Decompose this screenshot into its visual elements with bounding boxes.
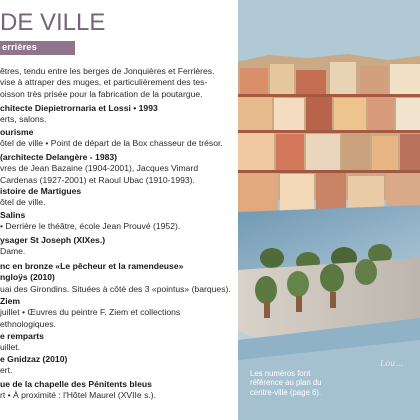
intro-line: vise à attraper des muges, et particulièrement des tes- — [0, 77, 208, 88]
entry-heading: e Gnidzaz (2010) — [0, 354, 68, 364]
photo-caption: Les numéros font référence au plan du centre-ville (page 6). — [250, 369, 322, 397]
entry-heading: Salins — [0, 210, 26, 220]
entry-item — [0, 103, 236, 126]
page-title: DE VILLE — [0, 9, 106, 36]
entry-text: uillet. — [0, 342, 21, 353]
section-tag: errières — [0, 41, 75, 55]
entry-heading: ue de la chapelle des Pénitents bleus — [0, 379, 152, 389]
intro-line: oisson très prisée pour la fabrication de la poutargue. — [0, 88, 203, 99]
entry-text: ert. — [0, 365, 13, 376]
harbor-photo-illustration — [238, 0, 420, 420]
entry-heading: ourisme — [0, 127, 34, 137]
entry-heading: Ziem — [0, 296, 21, 306]
entry-item — [0, 354, 236, 377]
entry-text: ôtel de ville. — [0, 197, 46, 208]
entry-text: Dame. — [0, 246, 26, 257]
harbor-photo — [238, 0, 420, 420]
photographer-signature: Lou... — [380, 359, 403, 368]
entry-item — [0, 331, 236, 354]
entry-text: vres de Jean Bazaine (1904-2001), Jacques Vimard — [0, 163, 199, 174]
entry-heading: istoire de Martigues — [0, 186, 82, 196]
entry-item — [0, 261, 236, 295]
entry-item — [0, 127, 236, 150]
entry-heading: nc en bronze «Le pêcheur et la ramendeuse» — [0, 261, 184, 271]
entry-text: ôtel de ville • Point de départ de la Box chasseur de trésor. — [0, 138, 223, 149]
entry-heading: (architecte Delangère - 1983) — [0, 152, 118, 162]
entry-text: uai des Girondins. Situées à côté des 3 «pointus» (barques). — [0, 283, 231, 294]
entry-text: juillet • Œuvres du peintre F. Ziem et collections — [0, 307, 181, 318]
entry-heading: e remparts — [0, 331, 44, 341]
entry-heading: ysager St Joseph (XIXes.) — [0, 235, 106, 245]
entry-item — [0, 152, 236, 186]
intro-paragraph — [0, 66, 236, 100]
entry-item — [0, 210, 236, 233]
entry-item — [0, 379, 236, 402]
entry-text: rt • À proximité : l'Hôtel Maurel (XVIIe s.). — [0, 390, 157, 401]
entry-item — [0, 186, 236, 209]
intro-line: êtres, tendu entre les berges de Jonquières et Ferrières. — [0, 66, 215, 76]
entry-heading: chitecte Diepietrornaria et Lossi • 1993 — [0, 103, 158, 113]
entry-text: • Derrière le théâtre, école Jean Prouvé (1952). — [0, 221, 181, 232]
entry-heading: nglоÿs (2010) — [0, 272, 55, 283]
entry-text: Cardenas (1927-2001) et Raoul Ubac (1910-1993). — [0, 174, 195, 185]
entry-item — [0, 296, 236, 330]
entry-text: erts, salons. — [0, 114, 47, 125]
entry-text: ethnologiques. — [0, 318, 56, 329]
entry-item — [0, 235, 236, 258]
